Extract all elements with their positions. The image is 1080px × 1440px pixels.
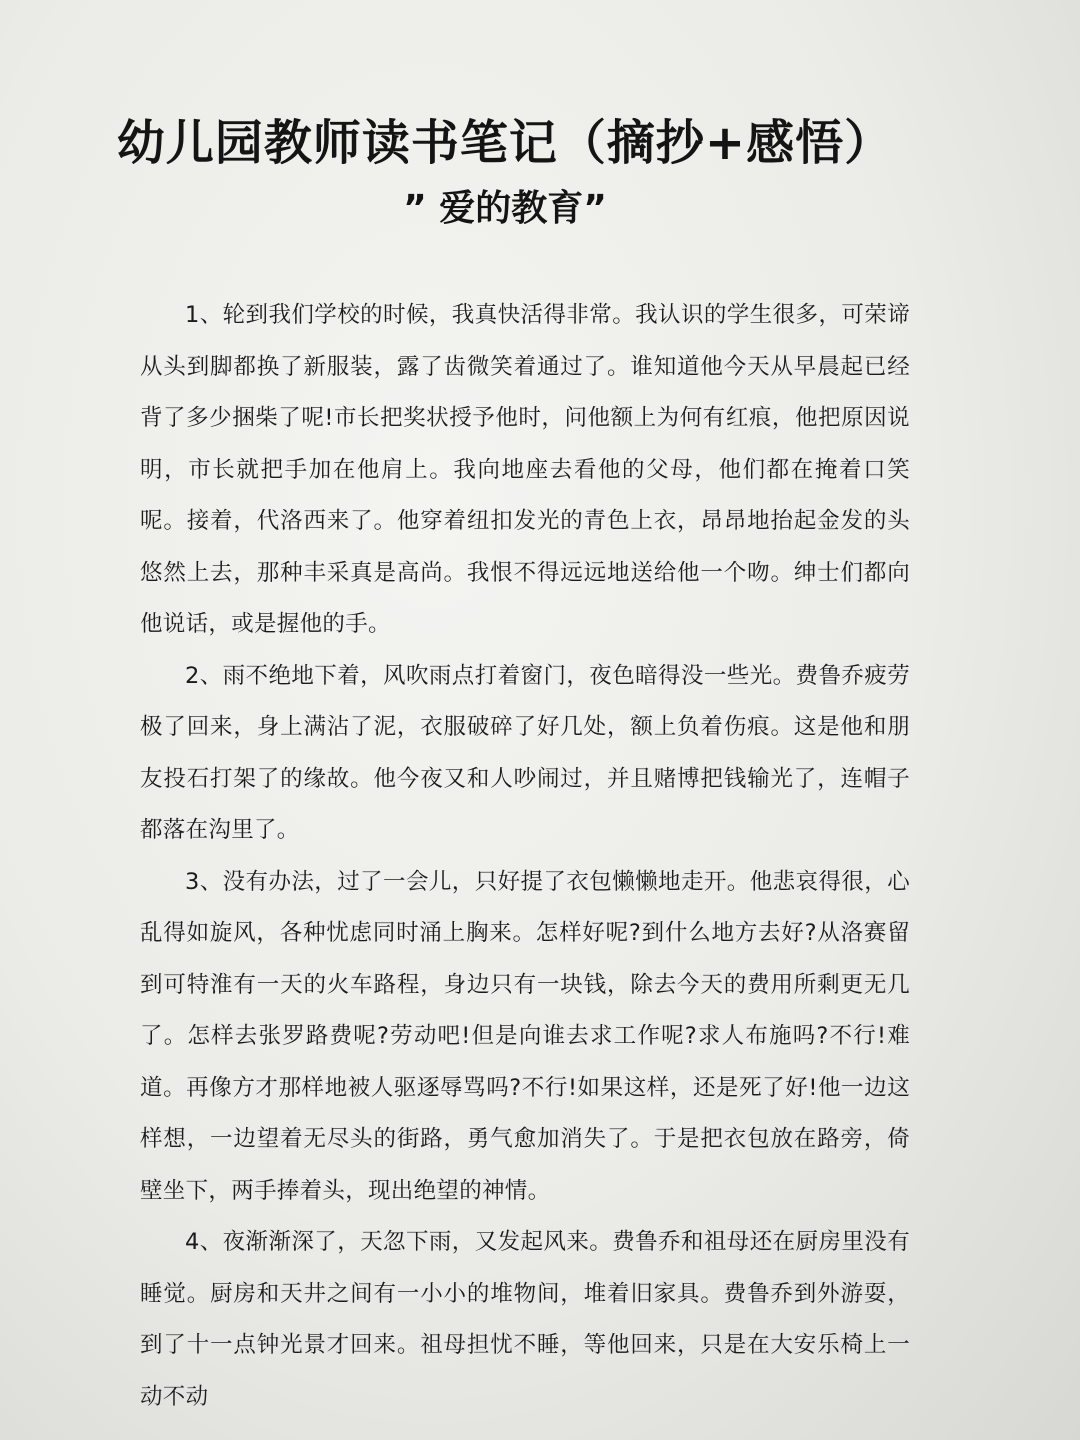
document-subtitle: ” 爱的教育”: [403, 188, 607, 229]
paragraph-2: 2、雨不绝地下着，风吹雨点打着窗门，夜色暗得没一些光。费鲁乔疲劳极了回来，身上满沾了泥，衣服破碎了好几处，额上负着伤痕。这是他和朋友投石打架了的缘故。他今夜又和人吵闹过，并且赌博把钱输光了，连帽子都落在沟里了。: [140, 662, 910, 843]
document-body: [140, 290, 910, 1423]
paragraph-4: 4、夜渐渐深了，天忽下雨，又发起风来。费鲁乔和祖母还在厨房里没有睡觉。厨房和天井之间有一小小的堆物间，堆着旧家具。费鲁乔到外游耍，到了十一点钟光景才回来。祖母担忧不睡，等他回来，只是在大安乐椅上一动不动: [140, 1229, 910, 1410]
paragraph-1: 1、轮到我们学校的时候，我真快活得非常。我认识的学生很多，可荣谛从头到脚都换了新服装，露了齿微笑着通过了。谁知道他今天从早晨起已经背了多少捆柴了呢!市长把奖状授予他时，问他额上为何有红痕，他把原因说明，市长就把手加在他肩上。我向地座去看他的父母，他们都在掩着口笑呢。接着，代洛西来了。他穿着纽扣发光的青色上衣，昂昂地抬起金发的头悠然上去，那种丰采真是高尚。我恨不得远远地送给他一个吻。绅士们都向他说话，或是握他的手。: [140, 302, 910, 637]
paragraph-3: 3、没有办法，过了一会儿，只好提了衣包懒懒地走开。他悲哀得很，心乱得如旋风，各种忧虑同时涌上胸来。怎样好呢?到什么地方去好?从洛赛留到可特淮有一天的火车路程，身边只有一块钱，除去今天的费用所剩更无几了。怎样去张罗路费呢?劳动吧!但是向谁去求工作呢?求人布施吗?不行!难道。再像方才那样地被人驱逐辱骂吗?不行!如果这样，还是死了好!他一边这样想，一边望着无尽头的街路，勇气愈加消失了。于是把衣包放在路旁，倚壁坐下，两手捧着头，现出绝望的神情。: [140, 868, 910, 1204]
document-title: 幼儿园教师读书笔记（摘抄+感悟）: [116, 115, 894, 171]
